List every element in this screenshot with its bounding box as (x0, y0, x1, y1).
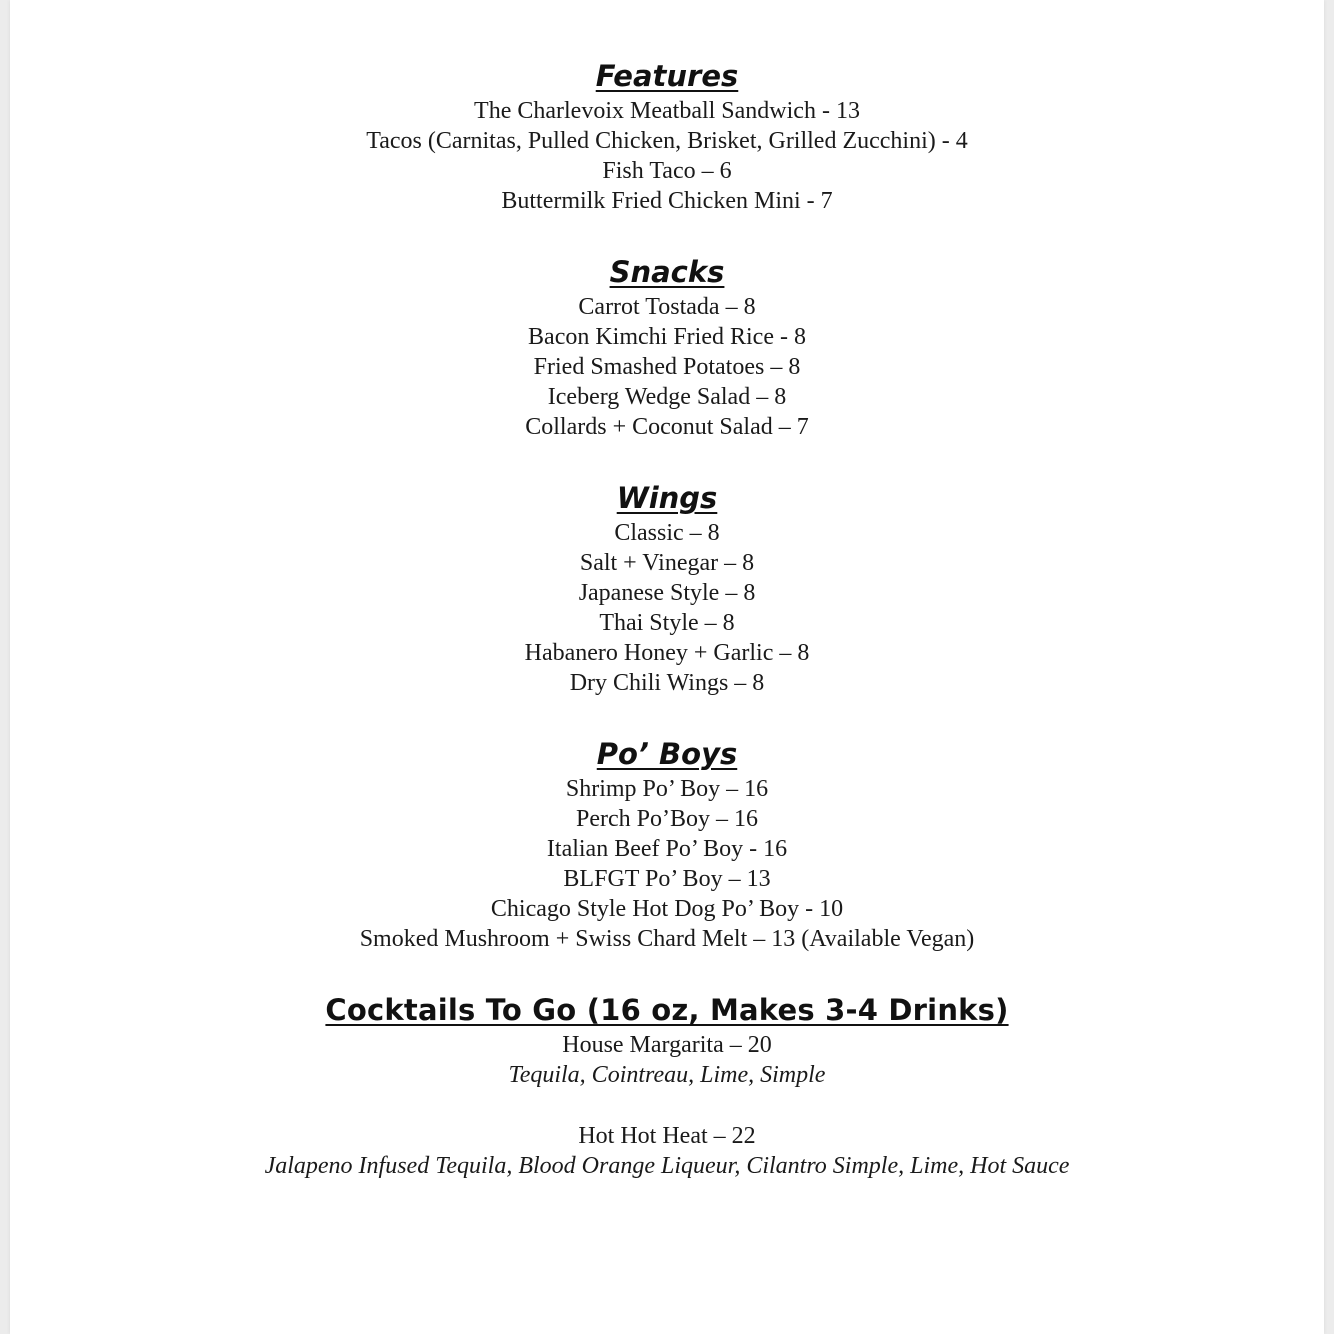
menu-item: Italian Beef Po’ Boy - 16 (546, 836, 788, 862)
menu-item: Dry Chili Wings – 8 (569, 670, 765, 696)
section-wings (10, 478, 1324, 698)
menu-item: The Charlevoix Meatball Sandwich - 13 (474, 98, 860, 124)
menu-content (10, 56, 1324, 1181)
drink-name: Hot Hot Heat – 22 (578, 1123, 756, 1149)
section-heading-snacks: Snacks (609, 255, 725, 289)
menu-item: Shrimp Po’ Boy – 16 (565, 776, 769, 802)
drink-name: House Margarita – 20 (562, 1032, 772, 1058)
menu-item: Tacos (Carnitas, Pulled Chicken, Brisket, Grilled Zucchini) - 4 (366, 128, 968, 154)
menu-page (10, 0, 1324, 1334)
section-heading-wings: Wings (616, 481, 718, 515)
section-snacks (10, 252, 1324, 442)
menu-item: Smoked Mushroom + Swiss Chard Melt – 13 (Available Vegan) (359, 926, 975, 952)
drink-spacer (10, 1090, 1324, 1121)
menu-item: Japanese Style – 8 (578, 580, 756, 606)
section-heading-po-boys: Po’ Boys (596, 737, 738, 771)
menu-item: Collards + Coconut Salad – 7 (525, 414, 809, 440)
menu-item: Fish Taco – 6 (602, 158, 732, 184)
section-heading-features: Features (595, 59, 739, 93)
menu-item: Fried Smashed Potatoes – 8 (533, 354, 801, 380)
menu-item: Classic – 8 (614, 520, 720, 546)
menu-item: Habanero Honey + Garlic – 8 (524, 640, 810, 666)
menu-item: Iceberg Wedge Salad – 8 (547, 384, 787, 410)
menu-item: Buttermilk Fried Chicken Mini - 7 (501, 188, 833, 214)
menu-item: Carrot Tostada – 8 (578, 294, 756, 320)
menu-item: Salt + Vinegar – 8 (579, 550, 755, 576)
menu-item: Perch Po’Boy – 16 (576, 806, 758, 832)
section-features (10, 56, 1324, 216)
section-po-boys (10, 734, 1324, 954)
menu-item: Bacon Kimchi Fried Rice - 8 (528, 324, 806, 350)
drink-ingredients: Tequila, Cointreau, Lime, Simple (508, 1062, 826, 1088)
menu-item: Chicago Style Hot Dog Po’ Boy - 10 (490, 896, 844, 922)
menu-item: Thai Style – 8 (599, 610, 735, 636)
section-cocktails (10, 990, 1324, 1181)
drink-ingredients: Jalapeno Infused Tequila, Blood Orange Liqueur, Cilantro Simple, Lime, Hot Sauce (264, 1153, 1070, 1179)
section-heading-cocktails: Cocktails To Go (16 oz, Makes 3-4 Drinks) (325, 993, 1009, 1027)
menu-item: BLFGT Po’ Boy – 13 (563, 866, 771, 892)
